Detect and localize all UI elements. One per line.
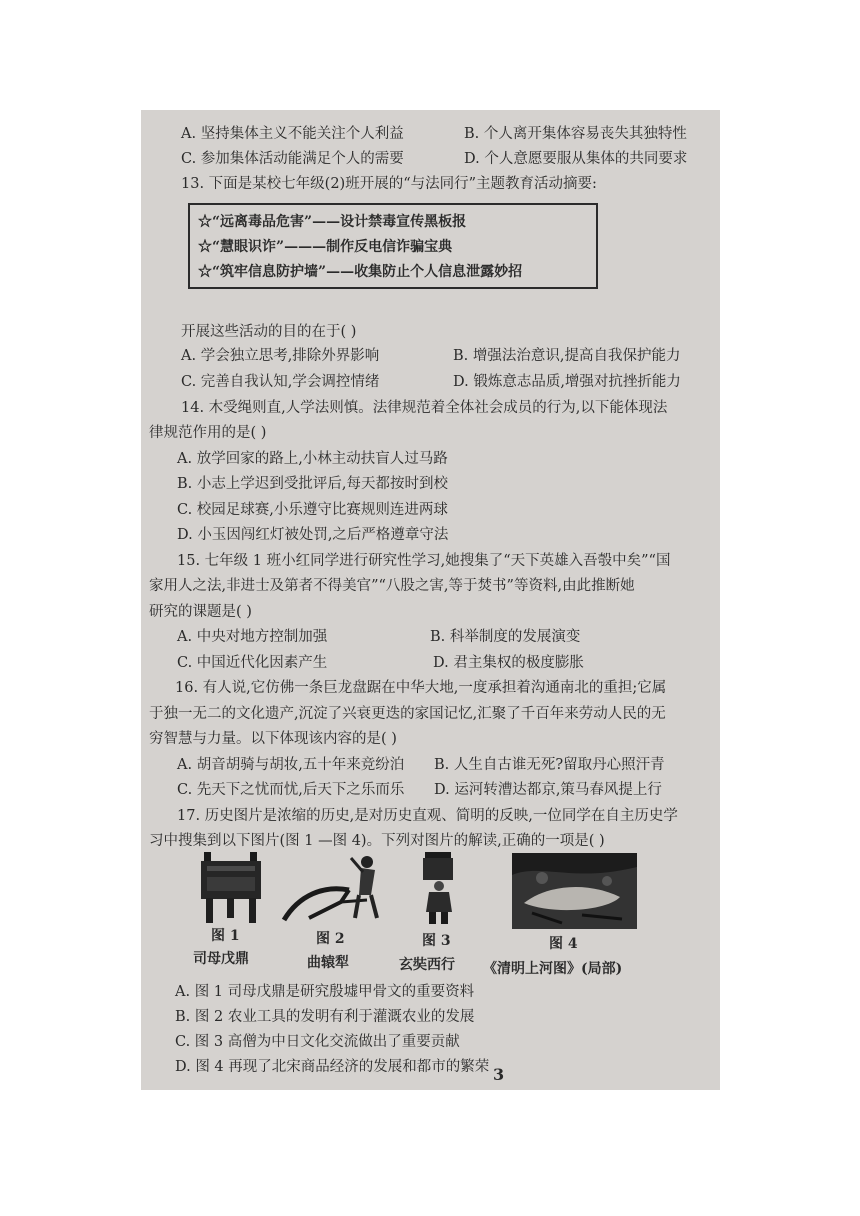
page-number: 3 (493, 1065, 505, 1084)
figure-2-caption: 曲辕犁 (307, 955, 349, 971)
exam-page (141, 110, 720, 1090)
q13-option-c: C. 完善自我认知,学会调控情绪 (181, 374, 380, 390)
figure-4-number: 图 4 (549, 936, 578, 952)
q15-stem-line1: 15. 七年级 1 班小红同学进行研究性学习,她搜集了“天下英雄入吾彀中矣”“国 (177, 553, 671, 569)
q17-stem-line2: 习中搜集到以下图片(图 1 —图 4)。下列对图片的解读,正确的一项是( ) (149, 833, 605, 849)
activity-item: ☆“远离毒品危害”——设计禁毒宣传黑板报 (198, 214, 467, 230)
q16-option-c: C. 先天下之忧而忧,后天下之乐而乐 (177, 782, 405, 798)
q14-option-b: B. 小志上学迟到受批评后,每天都按时到校 (177, 476, 448, 492)
q17-stem-line1: 17. 历史图片是浓缩的历史,是对历史直观、简明的反映,一位同学在自主历史学 (177, 808, 678, 824)
q14-option-c: C. 校园足球赛,小乐遵守比赛规则连进两球 (177, 502, 448, 518)
activity-summary-box (188, 203, 598, 289)
q12-option-b: B. 个人离开集体容易丧失其独特性 (464, 126, 687, 142)
painting-scene-icon (512, 853, 637, 929)
curved-plough-icon (279, 850, 389, 925)
q13-option-a: A. 学会独立思考,排除外界影响 (181, 348, 380, 364)
q15-option-c: C. 中国近代化因素产生 (177, 655, 328, 671)
q15-stem-line3: 研究的课题是( ) (149, 604, 252, 620)
q16-option-d: D. 运河转漕达都京,策马春风提上行 (434, 782, 662, 798)
q13-option-d: D. 锻炼意志品质,增强对抗挫折能力 (453, 374, 681, 390)
figure-1-number: 图 1 (211, 928, 240, 944)
figure-3-caption: 玄奘西行 (399, 957, 455, 973)
q17-option-b: B. 图 2 农业工具的发明有利于灌溉农业的发展 (175, 1009, 475, 1025)
q13-stem: 13. 下面是某校七年级(2)班开展的“与法同行”主题教育活动摘要: (181, 176, 597, 192)
q15-option-b: B. 科举制度的发展演变 (430, 629, 581, 645)
q14-option-a: A. 放学回家的路上,小林主动扶盲人过马路 (177, 451, 448, 467)
q12-option-a: A. 坚持集体主义不能关注个人利益 (181, 126, 404, 142)
ding-vessel-icon (198, 850, 264, 925)
figure-1-caption: 司母戊鼎 (193, 951, 249, 967)
q14-stem-line2: 律规范作用的是( ) (149, 425, 267, 441)
q15-stem-line2: 家用人之法,非进士及第者不得美官”“八股之害,等于焚书”等资料,由此推断她 (149, 578, 635, 594)
figure-3-number: 图 3 (422, 933, 451, 949)
q16-stem-line3: 穷智慧与力量。以下体现该内容的是( ) (149, 731, 397, 747)
q15-option-d: D. 君主集权的极度膨胀 (433, 655, 584, 671)
figure-2-number: 图 2 (316, 931, 345, 947)
q16-stem-line2: 于独一无二的文化遗产,沉淀了兴衰更迭的家国记忆,汇聚了千百年来劳动人民的无 (149, 706, 666, 722)
q14-stem-line1: 14. 木受绳则直,人学法则慎。法律规范着全体社会成员的行为,以下能体现法 (181, 400, 668, 416)
q13-option-b: B. 增强法治意识,提高自我保护能力 (453, 348, 681, 364)
q14-option-d: D. 小玉因闯红灯被处罚,之后严格遵章守法 (177, 527, 449, 543)
q16-option-b: B. 人生自古谁无死?留取丹心照汗青 (434, 757, 665, 773)
q13-question: 开展这些活动的目的在于( ) (181, 324, 357, 340)
activity-item: ☆“筑牢信息防护墙”——收集防止个人信息泄露妙招 (198, 264, 523, 280)
activity-item: ☆“慧眼识诈”———制作反电信诈骗宝典 (198, 239, 453, 255)
q17-option-d: D. 图 4 再现了北宋商品经济的发展和都市的繁荣 (175, 1059, 490, 1075)
xuanzang-figure-icon (419, 850, 459, 925)
q15-option-a: A. 中央对地方控制加强 (177, 629, 328, 645)
q17-option-a: A. 图 1 司母戊鼎是研究殷墟甲骨文的重要资料 (175, 984, 475, 1000)
q17-option-c: C. 图 3 高僧为中日文化交流做出了重要贡献 (175, 1034, 460, 1050)
q16-stem-line1: 16. 有人说,它仿佛一条巨龙盘踞在中华大地,一度承担着沟通南北的重担;它属 (175, 680, 667, 696)
q12-option-c: C. 参加集体活动能满足个人的需要 (181, 151, 404, 167)
figure-4-caption: 《清明上河图》(局部) (483, 961, 623, 977)
q16-option-a: A. 胡音胡骑与胡妆,五十年来竞纷泊 (177, 757, 405, 773)
q12-option-d: D. 个人意愿要服从集体的共同要求 (464, 151, 688, 167)
